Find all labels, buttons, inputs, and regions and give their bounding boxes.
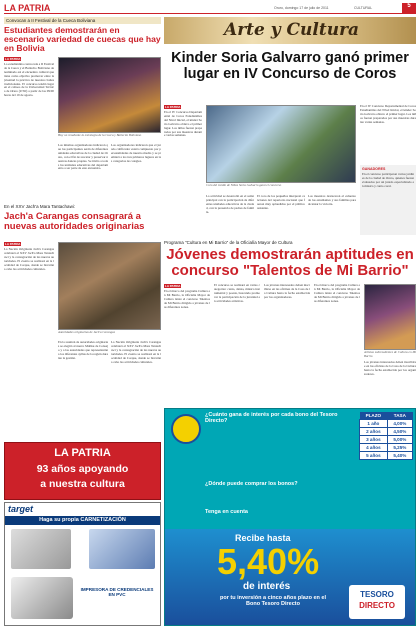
table-row bbox=[360, 420, 413, 428]
section-label: CULTURAL bbox=[354, 6, 373, 10]
ad-tesoro-directo bbox=[164, 408, 416, 626]
story-column: En la reunión de autoridades originarias se elegirá al nuevo Mallku de Consejo y a las autoridades que representarán a los diferentes ayllus de la región durante la gestión. bbox=[58, 341, 108, 360]
ad-products-label: IMPRESORA DE CREDENCIALES EN PVC bbox=[80, 587, 154, 597]
ad-brand: target bbox=[8, 504, 34, 514]
story-photo bbox=[58, 57, 161, 133]
section-banner bbox=[164, 17, 416, 44]
ad-question: ¿Dónde puede comprar los bonos? bbox=[205, 481, 298, 487]
ad-logo-text: TESORO bbox=[360, 590, 394, 599]
photo-caption: Artistas sobresalientes de Cultura en Mi Barrio bbox=[364, 351, 416, 358]
winners-box-text: En el concurso participaron varios jardines de la ciudad de Oruro, quienes fueron evaluados por un jurado especializado en música y canto coral. bbox=[362, 173, 414, 188]
table-cell: 5,25% bbox=[387, 444, 412, 452]
story-column: Los organizadores indicaron que el jurado calificador estará compuesto por personalidades de nuestro medio y se premiará a los tres primeros lugares en las categorías de colegios. bbox=[111, 144, 161, 163]
ad-seal bbox=[171, 414, 201, 444]
rate-table bbox=[359, 412, 413, 460]
table-cell: 5,40% bbox=[387, 452, 412, 460]
ad-target bbox=[4, 502, 161, 626]
story-column: El concurso se realizará en varias categorías: canto, danza, música instrumental y poesía, buscando promover la participación de la juventud en actividades artísticas. bbox=[214, 284, 260, 303]
story-column: En el marco del programa Cultura en Mi Barrio, la Oficialía Mayor de Cultura lanzó el concurso Talentos de Mi Barrio dirigido a jóvenes de las diferentes zonas. bbox=[314, 284, 360, 303]
story-column: Los jóvenes interesados deben inscribirse en las oficinas de la Casa de la Cultura hasta la fecha establecida por los organizadores. bbox=[264, 284, 310, 299]
story-photo bbox=[58, 242, 161, 330]
photo-caption: Hay un resaltante la estrategia de la Cueca y Bailecito Boliviano bbox=[58, 134, 142, 137]
table-cell: 3 años bbox=[360, 436, 388, 444]
story-headline: Jach'a Carangas consagrará a nuevas autoridades originarias bbox=[4, 211, 145, 232]
ad-promo-value: 5,40% bbox=[217, 541, 320, 582]
ad-promo-line: por tu inversión a cinco años plazo en el Bono Tesoro Directo bbox=[219, 595, 327, 608]
ad-promo-prefix: Recibe hasta bbox=[235, 533, 291, 543]
winners-box bbox=[360, 165, 416, 235]
story-byline: LA PATRIA bbox=[5, 57, 21, 61]
table-cell: 1 año bbox=[360, 420, 388, 428]
story-photo bbox=[364, 284, 416, 350]
masthead bbox=[4, 3, 416, 14]
ad-title: LA PATRIA bbox=[54, 447, 111, 459]
paper-name: LA PATRIA bbox=[4, 3, 51, 13]
section-banner-art: Arte y Cultura bbox=[224, 20, 360, 40]
ad-product-image bbox=[11, 577, 73, 619]
table-cell: 4,00% bbox=[387, 420, 412, 428]
story-talentos-barrio bbox=[164, 240, 416, 405]
story-column: En el IV Concurso Departamental de Coros Estudiantiles del Nivel Inicial, el kinder Soria Galvarro obtuvo el primer lugar. Los niños fueron preparados por sus maestras durante varias semanas. bbox=[164, 111, 202, 138]
story-kicker: Convocan a II Festival de la Cueca Boliviana bbox=[6, 18, 96, 23]
table-row bbox=[360, 444, 413, 452]
story-cueca-festival bbox=[4, 17, 161, 197]
story-kicker: Programa "Cultura en Mi Barrio" de la Oficialía Mayor de Cultura bbox=[164, 240, 293, 245]
story-column: En el marco del programa Cultura en Mi Barrio, la Oficialía Mayor de Cultura lanzó el concurso Talentos de Mi Barrio dirigido a jóvenes de las diferentes zonas. bbox=[164, 290, 210, 309]
photo-caption: Coro del Jardín de Niños Soria Galvarro ganó el concurso bbox=[206, 184, 282, 187]
ad-question: ¿Cuánto gana de interés por cada bono del Tesoro Directo? bbox=[205, 412, 338, 424]
story-jacha-carangas bbox=[4, 204, 161, 439]
story-headline: Jóvenes demostrarán aptitudes en concurso "Talentos de Mi Barrio" bbox=[166, 246, 414, 279]
photo-caption: Autoridades originarias de Jach'a Carangas bbox=[58, 331, 115, 334]
story-column: Los maestros destacaron el esfuerzo de los estudiantes y sus familias para alcanzar la victoria. bbox=[308, 195, 356, 206]
story-headline: Kinder Soria Galvarro ganó primer lugar en IV Concurso de Coros bbox=[171, 50, 409, 82]
date-line: Oruro, domingo 17 de julio de 2011 bbox=[274, 6, 329, 10]
story-column: Los jóvenes interesados deben inscribirse en las oficinas de la Casa de la Cultura hasta la fecha establecida por los organizadores. bbox=[364, 361, 416, 376]
story-column: El coro de los pequeños interpretó canciones del repertorio nacional que fueron muy aplaudidas por el público asistente. bbox=[257, 195, 305, 210]
story-byline: LA PATRIA bbox=[5, 242, 21, 246]
table-row bbox=[360, 452, 413, 460]
ad-la-patria bbox=[4, 442, 161, 500]
ad-product-image bbox=[89, 529, 155, 569]
ad-question: Tenga en cuenta bbox=[205, 509, 248, 515]
ad-line: a nuestra cultura bbox=[40, 478, 125, 490]
story-headline: Estudiantes demostrarán en escenario variedad de cuecas que hay en Bolivia bbox=[4, 25, 161, 54]
table-cell: 5 años bbox=[360, 452, 388, 460]
winners-box-title: GANADORES bbox=[362, 167, 386, 171]
table-row bbox=[360, 436, 413, 444]
ad-line: 93 años apoyando bbox=[36, 463, 129, 475]
table-row bbox=[360, 428, 413, 436]
table-cell: 4,50% bbox=[387, 428, 412, 436]
story-column: La estudiantina convocada a II Festival de la Cueca y el Bailecito Boliviano denominado así el encuentro cultural que tiene como objetivo promover entre la juventud la práctica de nuestros bailes tradicionales. El concurso tendrá lugar en el coliseo de la Universidad Técnica de Oruro (UTO) a partir de las 09:00 horas del 19 de agosto. bbox=[4, 63, 54, 98]
ad-tagline: Haga su propia CARNETIZACIÓN bbox=[5, 516, 160, 525]
story-byline: LA PATRIA bbox=[165, 284, 181, 288]
story-column: La actividad se desarrolló en el salón principal con la participación de diferentes unidades educativas de la ciudad, con la presencia de padres de familia. bbox=[206, 195, 254, 214]
page-number: 5 bbox=[402, 3, 416, 13]
story-kicker: En el XXV Jach'a Mara Tantachawi: bbox=[4, 204, 76, 209]
table-header: PLAZO bbox=[360, 412, 388, 420]
table-cell: 4 años bbox=[360, 444, 388, 452]
table-cell: 5,00% bbox=[387, 436, 412, 444]
story-column: La Nación Originaria Jach'a Carangas celebrará el XXV Jach'a Mara Tantachawi y la consagración de las nuevas autoridades. El evento se realizará en la localidad de Corque, donde se llevarán a cabo las actividades culturales. bbox=[111, 341, 161, 364]
ad-product-image bbox=[11, 529, 71, 569]
table-cell: 2 años bbox=[360, 428, 388, 436]
story-byline: LA PATRIA bbox=[165, 105, 181, 109]
story-photo bbox=[206, 105, 356, 183]
ad-promo-unit: de interés bbox=[243, 581, 291, 592]
ad-logo-text: DIRECTO bbox=[359, 601, 395, 610]
story-kinder-coros bbox=[164, 17, 416, 235]
story-column: Los mismos organizadores indicaron que los participantes serán de diferentes unidades educativas de la ciudad de Oruro, con el fin de rescatar y preservar nuestras danzas propias. Se invita a todas las unidades educativas del departamento a ser parte de este encuentro. bbox=[58, 144, 108, 171]
ad-logo bbox=[349, 585, 405, 619]
story-column: La Nación Originaria Jach'a Carangas celebrará el XXV Jach'a Mara Tantachawi y la consagración de las nuevas autoridades. El evento se realizará en la localidad de Corque, donde se llevarán a cabo las actividades culturales. bbox=[4, 248, 54, 271]
story-column: En el IV Concurso Departamental de Coros Estudiantiles del Nivel Inicial, el kinder Soria Galvarro obtuvo el primer lugar. Los niños fueron preparados por sus maestras durante varias semanas. bbox=[360, 105, 416, 124]
table-header: TASA bbox=[387, 412, 412, 420]
